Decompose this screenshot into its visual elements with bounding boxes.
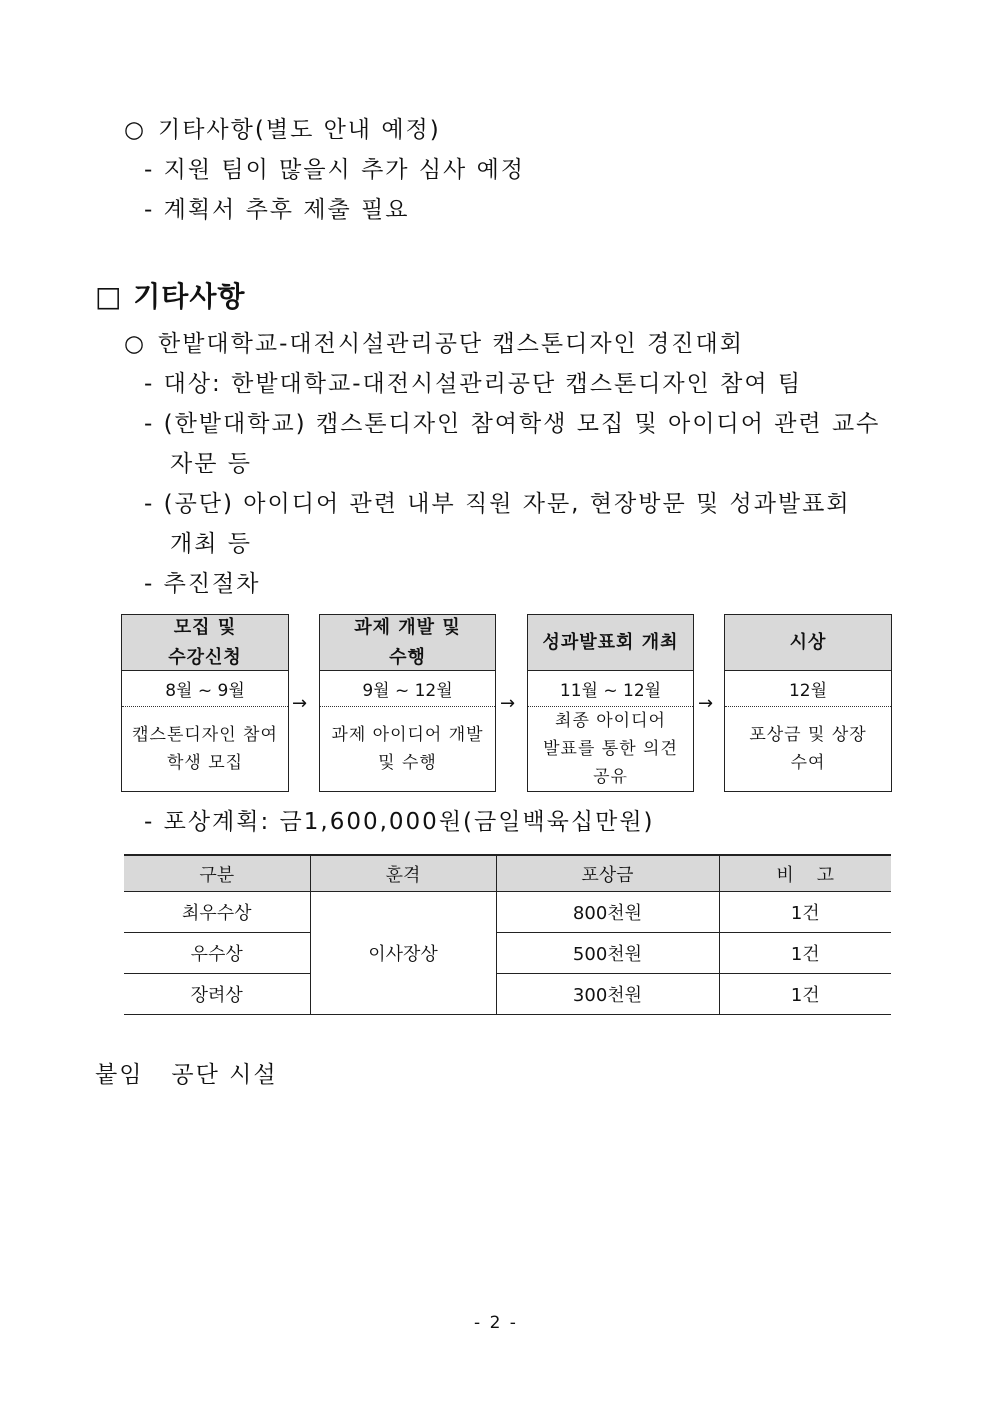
header-honor: 훈격: [310, 855, 496, 892]
contest-bullet-line: [124, 330, 744, 358]
procedure-step-title: 시상: [725, 615, 891, 671]
univ-line-1: - (한밭대학교) 캡스톤디자인 참여학생 모집 및 아이디어 관련 교수: [144, 411, 881, 437]
award-honor: 이사장상: [310, 892, 496, 1015]
procedure-step-title: 과제 개발 및 수행: [320, 615, 495, 671]
procedure-step-desc: 과제 아이디어 개발 및 수행: [331, 725, 484, 773]
contest-title: 한밭대학교-대전시설관리공단 캡스톤디자인 경진대회: [158, 331, 744, 357]
top-bullet-title: [124, 116, 441, 144]
top-item-2: - 계획서 추후 제출 필요: [144, 197, 410, 223]
section-heading: [95, 280, 245, 314]
procedure-label: - 추진절차: [144, 571, 261, 597]
corp-line-1: - (공단) 아이디어 관련 내부 직원 자문, 현장방문 및 성과발표회: [144, 491, 851, 517]
award-amount: 800천원: [496, 892, 719, 933]
procedure-step-title: 성과발표회 개최: [528, 615, 693, 671]
target-line: - 대상: 한밭대학교-대전시설관리공단 캡스톤디자인 참여 팀: [144, 371, 803, 397]
table-row: [124, 933, 891, 974]
awards-table: [124, 854, 891, 1015]
procedure-step-desc: 최종 아이디어 발표를 통한 의견 공유: [543, 711, 678, 787]
top-section-title: 기타사항(별도 안내 예정): [158, 117, 441, 143]
top-item-1: - 지원 팀이 많을시 추가 심사 예정: [144, 157, 525, 183]
award-note: 1건: [719, 974, 891, 1015]
procedure-step-award: [724, 614, 892, 792]
table-row: [124, 892, 891, 933]
arrow-right-icon: →: [500, 693, 516, 714]
procedure-step-period: 11월 ~ 12월: [528, 671, 693, 707]
procedure-step-title: 모집 및 수강신청: [122, 615, 288, 671]
procedure-step-period: 8월 ~ 9월: [122, 671, 288, 707]
circle-bullet-icon: ○: [124, 117, 147, 143]
table-row: [124, 974, 891, 1015]
page-number: - 2 -: [474, 1313, 518, 1333]
table-header-row: [124, 855, 891, 892]
header-note: 비 고: [719, 855, 891, 892]
header-category: 구분: [124, 855, 310, 892]
award-note: 1건: [719, 892, 891, 933]
square-marker-icon: □: [95, 280, 123, 313]
header-amount: 포상금: [496, 855, 719, 892]
award-category: 최우수상: [124, 892, 310, 933]
section-title: 기타사항: [133, 280, 246, 313]
procedure-step-period: 12월: [725, 671, 891, 707]
award-amount: 500천원: [496, 933, 719, 974]
procedure-step-desc: 캡스톤디자인 참여 학생 모집: [132, 725, 278, 773]
procedure-step-develop: [319, 614, 496, 792]
corp-line-2: 개최 등: [170, 531, 252, 557]
procedure-step-desc: 포상금 및 상장 수여: [749, 725, 867, 773]
procedure-step-recruit: [121, 614, 289, 792]
attachment-line: 붙임 공단 시설: [95, 1062, 278, 1088]
award-note: 1건: [719, 933, 891, 974]
circle-bullet-icon: ○: [124, 331, 147, 357]
arrow-right-icon: →: [698, 693, 714, 714]
award-amount: 300천원: [496, 974, 719, 1015]
award-category: 장려상: [124, 974, 310, 1015]
award-category: 우수상: [124, 933, 310, 974]
reward-plan-line: - 포상계획: 금1,600,000원(금일백육십만원): [144, 809, 655, 835]
univ-line-2: 자문 등: [170, 451, 252, 477]
procedure-step-period: 9월 ~ 12월: [320, 671, 495, 707]
procedure-step-presentation: [527, 614, 694, 792]
arrow-right-icon: →: [292, 693, 308, 714]
